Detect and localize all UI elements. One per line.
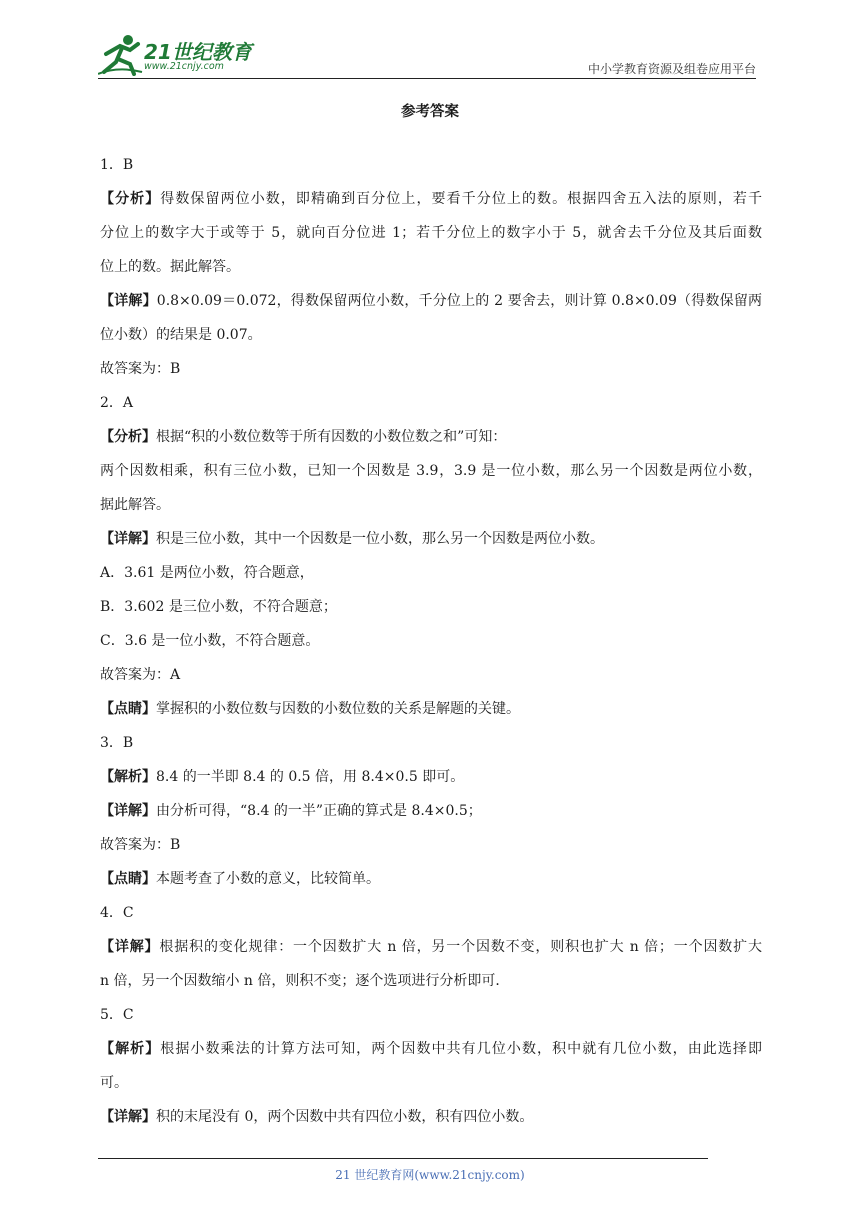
line-text: 根据“积的小数位数等于所有因数的小数位数之和”可知： — [156, 429, 507, 445]
line-text: 5．C — [100, 1007, 134, 1023]
answer-line — [100, 1100, 762, 1134]
answer-line — [100, 250, 762, 284]
section-tag: 【解析】 — [100, 769, 156, 785]
line-text: 位小数）的结果是 0.07。 — [100, 327, 262, 343]
answer-line — [100, 216, 762, 250]
header-divider — [98, 78, 756, 79]
section-tag: 【详解】 — [100, 293, 157, 309]
line-text: 故答案为：B — [100, 361, 181, 377]
line-text: B．3.602 是三位小数，不符合题意； — [100, 599, 337, 615]
line-text: 根据小数乘法的计算方法可知，两个因数中共有几位小数，积中就有几位小数，由此选择即 — [160, 1041, 762, 1057]
line-text: 位上的数。据此解答。 — [100, 259, 240, 275]
line-text: 根据积的变化规律：一个因数扩大 n 倍，另一个因数不变，则积也扩大 n 倍；一个因数扩大 — [159, 939, 762, 955]
line-text: 4．C — [100, 905, 134, 921]
answer-line — [100, 964, 762, 998]
line-text: n 倍，另一个因数缩小 n 倍，则积不变；逐个选项进行分析即可． — [100, 973, 510, 989]
section-tag: 【点睛】 — [100, 701, 156, 717]
answer-line — [100, 556, 762, 590]
section-tag: 【详解】 — [100, 803, 156, 819]
line-text: 3．B — [100, 735, 134, 751]
answer-line — [100, 182, 762, 216]
answer-line — [100, 998, 762, 1032]
answer-line — [100, 284, 762, 318]
platform-name: 中小学教育资源及组卷应用平台 — [587, 62, 756, 76]
line-text: 1．B — [100, 157, 134, 173]
line-text: 积是三位小数，其中一个因数是一位小数，那么另一个因数是两位小数。 — [156, 531, 604, 547]
page-title: 参考答案 — [401, 104, 459, 120]
answer-line — [100, 794, 762, 828]
section-tag: 【详解】 — [100, 531, 156, 547]
answer-line — [100, 148, 762, 182]
section-tag: 【分析】 — [100, 191, 161, 207]
answer-line — [100, 896, 762, 930]
line-text: 由分析可得，“8.4 的一半”正确的算式是 8.4×0.5； — [156, 803, 482, 819]
line-text: 掌握积的小数位数与因数的小数位数的关系是解题的关键。 — [156, 701, 520, 717]
line-text: 可。 — [100, 1075, 128, 1091]
answer-line — [100, 488, 762, 522]
answer-line — [100, 318, 762, 352]
answer-line — [100, 862, 762, 896]
line-text: C．3.6 是一位小数，不符合题意。 — [100, 633, 320, 649]
answer-line — [100, 590, 762, 624]
answer-line — [100, 1066, 762, 1100]
answer-line — [100, 454, 762, 488]
answer-line — [100, 1032, 762, 1066]
line-text: 0.8×0.09＝0.072，得数保留两位小数，千分位上的 2 要舍去，则计算 0.8×0.09（得数保留两 — [156, 293, 762, 309]
answer-line — [100, 352, 762, 386]
line-text: A．3.61 是两位小数，符合题意， — [100, 565, 314, 581]
runner-logo-icon — [98, 32, 144, 76]
section-tag: 【详解】 — [100, 1109, 156, 1125]
page-header — [98, 30, 756, 78]
line-text: 两个因数相乘，积有三位小数，已知一个因数是 3.9，3.9 是一位小数，那么另一个因数是两位小数， — [100, 463, 762, 479]
line-text: 8.4 的一半即 8.4 的 0.5 倍，用 8.4×0.5 即可。 — [156, 769, 465, 785]
logo-url: www.21cnjy.com — [144, 61, 224, 72]
answer-line — [100, 522, 762, 556]
line-text: 据此解答。 — [100, 497, 170, 513]
line-text: 本题考查了小数的意义，比较简单。 — [156, 871, 380, 887]
answer-line — [100, 828, 762, 862]
section-tag: 【解析】 — [100, 1041, 161, 1057]
footer-divider — [98, 1158, 708, 1159]
section-tag: 【详解】 — [100, 939, 160, 955]
answer-line — [100, 930, 762, 964]
line-text: 故答案为：A — [100, 667, 181, 683]
line-text: 分位上的数字大于或等于 5，就向百分位进 1；若千分位上的数字小于 5，就舍去千分位及其后面数 — [100, 225, 762, 241]
logo-text: 21世纪教育 — [144, 40, 252, 64]
page-footer: 21 世纪教育网(www.21cnjy.com) — [335, 1168, 525, 1182]
answer-line — [100, 624, 762, 658]
answer-line — [100, 726, 762, 760]
line-text: 积的末尾没有 0，两个因数中共有四位小数，积有四位小数。 — [156, 1109, 534, 1125]
site-logo — [98, 32, 268, 76]
section-tag: 【点睛】 — [100, 871, 156, 887]
answer-line — [100, 658, 762, 692]
line-text: 得数保留两位小数，即精确到百分位上，要看千分位上的数。根据四舍五入法的原则，若千 — [160, 191, 762, 207]
line-text: 2．A — [100, 395, 134, 411]
line-text: 故答案为：B — [100, 837, 181, 853]
section-tag: 【分析】 — [100, 429, 156, 445]
answer-line — [100, 760, 762, 794]
answer-content — [100, 148, 762, 1134]
answer-line — [100, 692, 762, 726]
answer-line — [100, 420, 762, 454]
answer-line — [100, 386, 762, 420]
